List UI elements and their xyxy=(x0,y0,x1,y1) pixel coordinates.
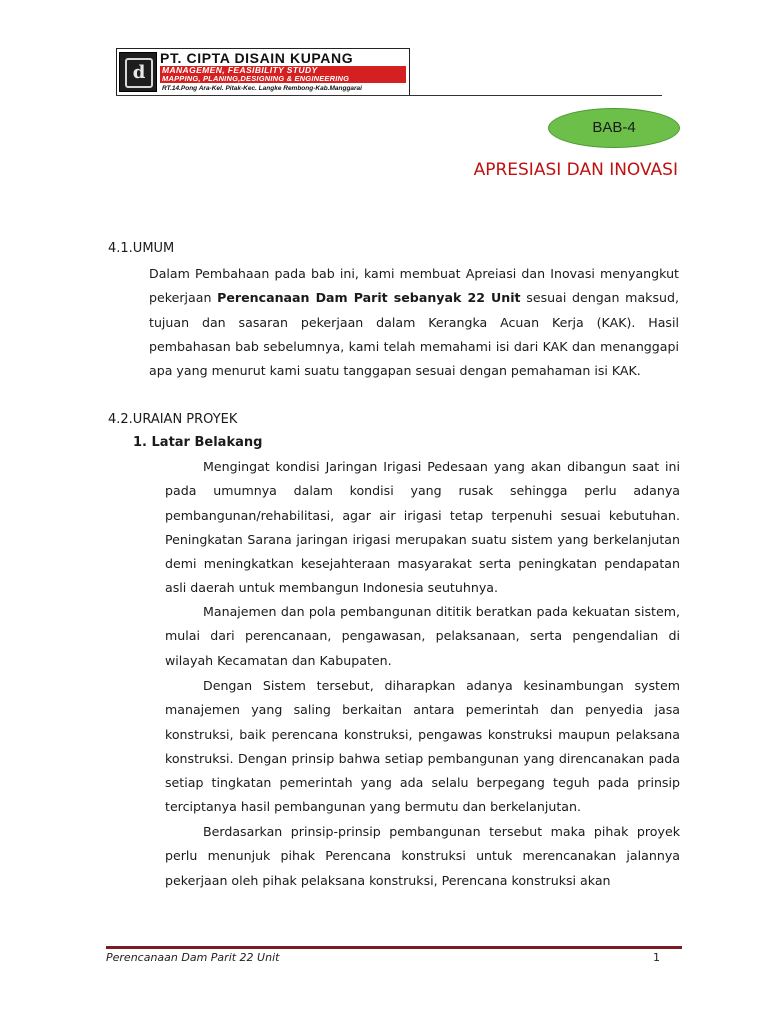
paragraph-umum xyxy=(149,262,679,383)
page-number: 1 xyxy=(653,951,660,964)
paragraph-latar-1: Mengingat kondisi Jaringan Irigasi Pedesaan yang akan dibangun saat ini pada umumnya dalam kondisi yang rusak sehingga perlu adanya pembangunan/rehabilitasi, agar air irigasi tetap terpenuhi sesuai kebutuhan. Peningkatan Sarana jaringan irigasi merupakan suatu sistem yang berkelanjutan demi meningkatkan kesejahteraan masyarakat serta peningkatan pendapatan asli daerah untuk membangun Indonesia seutuhnya. xyxy=(165,459,680,596)
services-line-2: MAPPING, PLANING,DESIGNING & ENGINEERING xyxy=(162,74,350,83)
paragraph-latar-2: Manajemen dan pola pembangunan dititik beratkan pada kekuatan sistem, mulai dari perencanaan, pengawasan, pelaksanaan, serta pengendalian di wilayah Kecamatan dan Kabupaten. xyxy=(165,604,680,668)
chapter-title: APRESIASI DAN INOVASI xyxy=(473,160,678,180)
umum-text-start: Dalam Pembahaan pada bab ini, kami membuat Apreiasi dan Inovasi menyangkut pekerjaan xyxy=(149,266,679,306)
company-name: PT. CIPTA DISAIN KUPANG xyxy=(160,50,354,66)
paragraph-latar-3: Dengan Sistem tersebut, diharapkan adanya kesinambungan system manajemen yang saling berkaitan antara pemerintah dan penyedia jasa konstruksi, baik perencana konstruksi, pengawas konstruksi maupun pelaksana konstruksi. Dengan prinsip bahwa setiap pembangunan yang direncanakan pada setiap tingkatan pemerintah yang ada selalu berpegang teguh pada prinsip terciptanya hasil pembangunan yang bermutu dan berkelanjutan. xyxy=(165,678,680,815)
header-divider xyxy=(116,95,662,96)
services-line-1: MANAGEMEN, FEASIBILITY STUDY xyxy=(162,65,318,75)
project-name-bold: Perencanaan Dam Parit sebanyak 22 Unit xyxy=(217,290,521,306)
company-letterhead xyxy=(116,48,410,96)
subheading-latar-belakang: 1. Latar Belakang xyxy=(133,435,263,450)
section-heading-umum: 4.1.UMUM xyxy=(108,241,175,256)
services-band xyxy=(160,66,406,83)
footer-document-title: Perencanaan Dam Parit 22 Unit xyxy=(106,951,280,964)
logo-glyph: d xyxy=(125,58,153,88)
company-logo xyxy=(119,52,157,92)
section-heading-uraian: 4.2.URAIAN PROYEK xyxy=(108,412,238,427)
paragraph-latar-4: Berdasarkan prinsip-prinsip pembangunan tersebut maka pihak proyek perlu menunjuk pihak Perencana konstruksi untuk merencanakan jalannya pekerjaan oleh pihak pelaksana konstruksi, Perencana konstruksi akan xyxy=(165,824,680,888)
umum-text-end: sesuai dengan maksud, tujuan dan sasaran pekerjaan dalam Kerangka Acuan Kerja (KAK). Hasil pembahasan bab sebelumnya, kami telah memahami isi dari KAK dan menanggapi apa yang menurut kami suatu tanggapan sesuai dengan pemahaman isi KAK. xyxy=(149,290,679,379)
company-address: RT.14.Pong Ara-Kel. Pitak-Kec. Langke Rembong-Kab.Manggarai xyxy=(162,85,362,92)
chapter-badge: BAB-4 xyxy=(548,108,680,148)
footer-divider xyxy=(106,946,682,949)
